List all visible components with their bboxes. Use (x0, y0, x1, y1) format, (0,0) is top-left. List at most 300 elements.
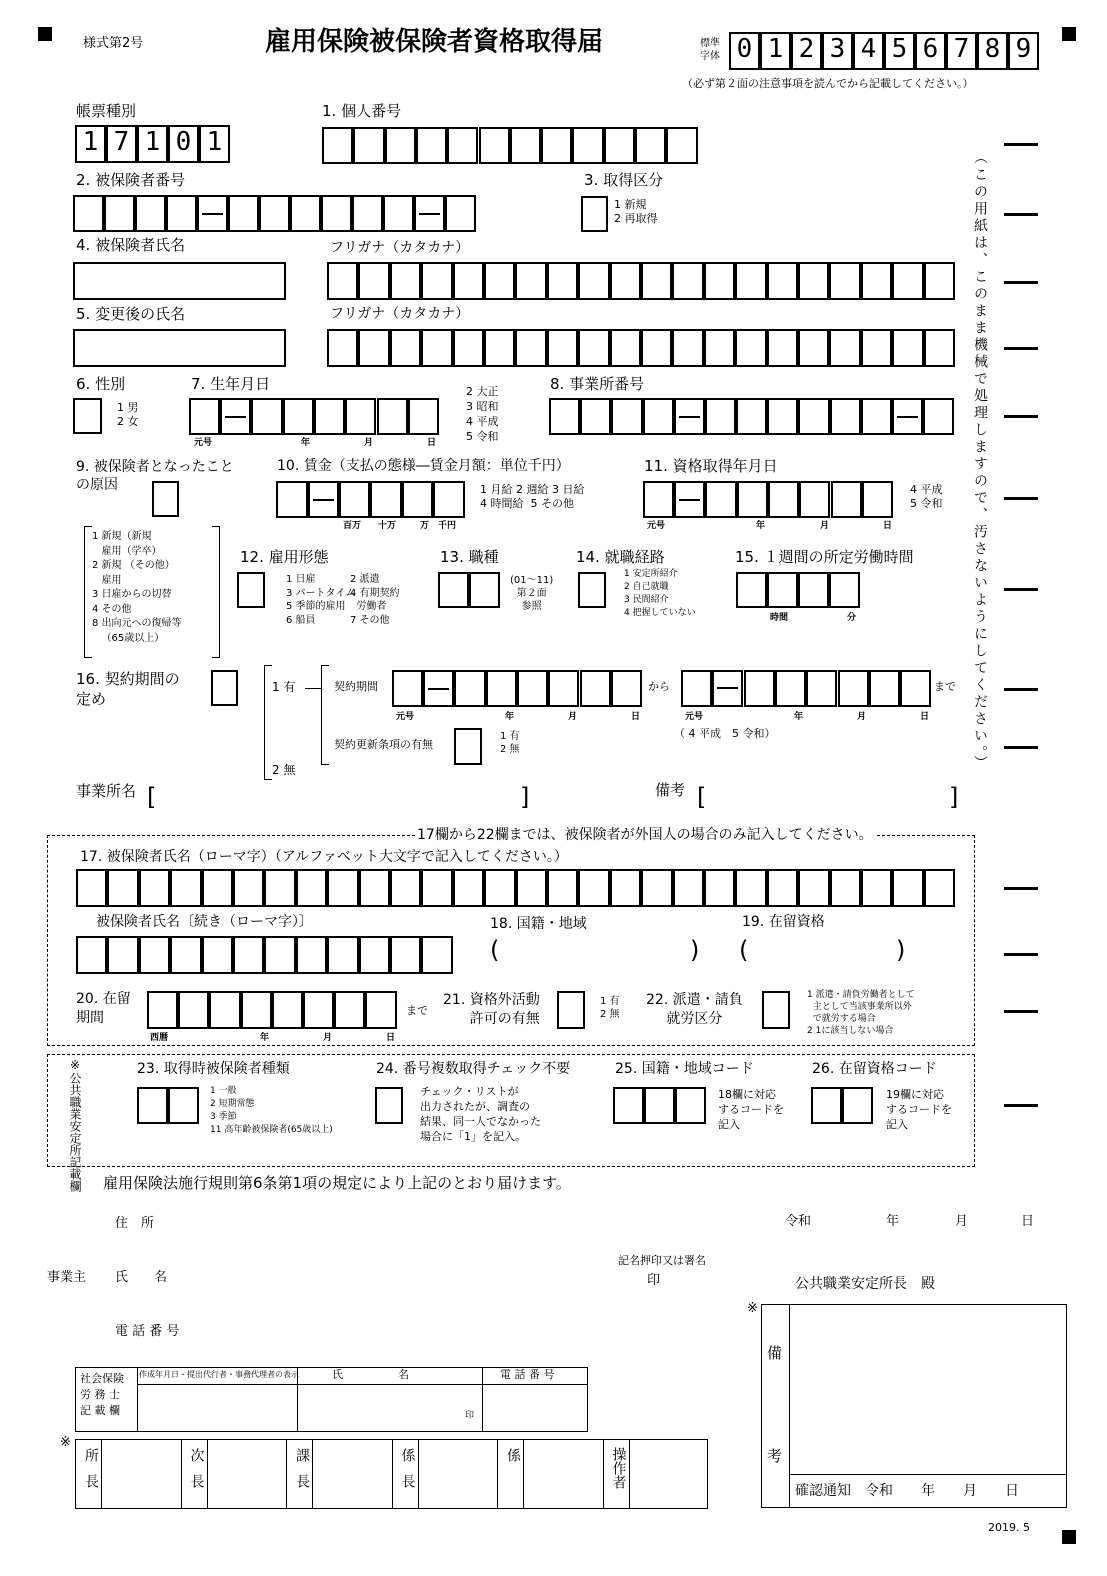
kana-box[interactable] (924, 262, 955, 300)
work-permit-box[interactable] (557, 991, 585, 1029)
digit-box[interactable] (272, 991, 303, 1029)
letter-box[interactable] (735, 869, 766, 907)
digit-box[interactable] (385, 127, 416, 164)
digit-box[interactable] (251, 398, 282, 435)
era-caption: 元号 (194, 438, 213, 448)
digit-box[interactable] (447, 127, 478, 164)
kana-box[interactable] (547, 262, 578, 300)
digit-box[interactable] (675, 1087, 706, 1124)
insured-name-label: 4. 被保険者氏名 (76, 236, 186, 254)
kana-box[interactable] (484, 262, 515, 300)
digit-box[interactable] (228, 195, 259, 232)
standard-digit: 0 (729, 32, 760, 70)
digit-box[interactable] (178, 991, 209, 1029)
letter-box[interactable] (107, 869, 138, 907)
digit-box[interactable] (775, 670, 806, 707)
dash (428, 688, 449, 690)
kana-box[interactable] (892, 329, 923, 367)
digit-box[interactable] (611, 398, 642, 435)
standard-digit: 5 (884, 32, 915, 70)
digit-box[interactable] (604, 127, 635, 164)
nationality-code-note: 18欄に対応 するコードを 記入 (718, 1088, 784, 1131)
letter-box[interactable] (641, 869, 672, 907)
standard-digit: 1 (760, 32, 791, 70)
digit-box[interactable] (290, 195, 321, 232)
divider (523, 1439, 524, 1509)
digit-box[interactable] (73, 195, 104, 232)
unit-caption: 西暦 (150, 1033, 169, 1043)
letter-box[interactable] (296, 936, 327, 974)
acq-type-box-2[interactable] (168, 1087, 199, 1124)
kana-box[interactable] (641, 262, 672, 300)
sex-label: 6. 性別 (76, 375, 126, 393)
dash (679, 416, 700, 418)
changed-name-label: 5. 変更後の氏名 (76, 305, 186, 323)
letter-box[interactable] (673, 869, 704, 907)
digit-box[interactable] (767, 572, 798, 608)
office-remarks-box (761, 1304, 1067, 1508)
divider (629, 1439, 630, 1509)
standard-digit: 6 (915, 32, 946, 70)
digit-box[interactable] (147, 991, 178, 1029)
seal-note: 記名押印又は署名 (618, 1254, 706, 1267)
timing-mark (1004, 953, 1038, 956)
digit-box[interactable] (635, 127, 666, 164)
digit-box[interactable] (611, 670, 642, 707)
kana-box[interactable] (767, 262, 798, 300)
wage-label: 10. 賃金（支払の態様―賃金月額：単位千円） (277, 458, 570, 474)
acq-type-box-1[interactable] (137, 1087, 168, 1124)
letter-box[interactable] (327, 936, 358, 974)
letter-box[interactable] (861, 869, 892, 907)
reason-box[interactable] (152, 481, 179, 517)
dash (202, 213, 223, 215)
letter-box[interactable] (892, 869, 923, 907)
digit-box[interactable] (321, 195, 352, 232)
letter-box[interactable] (484, 869, 515, 907)
kana-box[interactable] (610, 329, 641, 367)
office-number-label: 8. 事業所番号 (550, 375, 645, 393)
divider (789, 1474, 1067, 1475)
letter-box[interactable] (264, 869, 295, 907)
kana-box[interactable] (924, 329, 955, 367)
renewal-box[interactable] (454, 728, 482, 765)
letter-box[interactable] (170, 869, 201, 907)
digit-box[interactable] (352, 195, 383, 232)
letter-box[interactable] (704, 869, 735, 907)
era-caption: 元号 (647, 521, 666, 531)
digit-box[interactable] (365, 991, 396, 1029)
kana-box[interactable] (578, 329, 609, 367)
acquisition-type-box[interactable] (581, 196, 608, 232)
era-options: 2 大正 3 昭和 4 平成 5 令和 (466, 385, 499, 443)
letter-box[interactable] (264, 936, 295, 974)
letter-box[interactable] (390, 869, 421, 907)
letter-box[interactable] (202, 869, 233, 907)
kana-box[interactable] (421, 329, 452, 367)
day-caption: 日 (920, 712, 930, 722)
digit-box[interactable] (479, 127, 510, 164)
digit-box[interactable] (829, 572, 860, 608)
kana-box[interactable] (861, 329, 892, 367)
digit-box[interactable] (276, 481, 308, 518)
day-caption: 日 (883, 521, 893, 531)
month-caption: 月 (364, 438, 374, 448)
timing-mark (1004, 1104, 1038, 1107)
digit-box[interactable] (811, 1087, 842, 1124)
digit-box[interactable] (838, 670, 869, 707)
kana-box[interactable] (547, 329, 578, 367)
digit-box[interactable] (241, 991, 272, 1029)
kana-box[interactable] (861, 262, 892, 300)
digit-box[interactable] (353, 127, 384, 164)
office-use-label: ※公共職業安定所記載欄 (68, 1058, 82, 1192)
form-type-digit: 0 (168, 125, 199, 163)
until-text: まで (934, 680, 956, 693)
kana-box[interactable] (735, 329, 766, 367)
letter-box[interactable] (359, 936, 390, 974)
kana-box[interactable] (515, 329, 546, 367)
digit-box[interactable] (370, 481, 402, 518)
timing-mark (1004, 213, 1038, 216)
kana-box[interactable] (390, 262, 421, 300)
reason-options: 1 新規（新規 雇用（学卒） 2 新規 （その他） 雇用 3 日雇からの切替 4 その他 8 出向元への復帰等 （65歳以上） (92, 531, 182, 644)
bracket: [ (147, 783, 157, 811)
address-label: 住 所 (115, 1216, 155, 1231)
form-type-digit: 1 (137, 125, 168, 163)
letter-box[interactable] (421, 936, 452, 974)
digit-box[interactable] (322, 127, 353, 164)
kana-box[interactable] (358, 262, 389, 300)
declaration-text: 雇用保険法施行規則第6条第1項の規定により上記のとおり届けます。 (103, 1174, 571, 1192)
timing-mark (1004, 347, 1038, 350)
stamp-label: 所長 (83, 1448, 99, 1500)
digit-box[interactable] (737, 481, 768, 518)
digit-box[interactable] (666, 127, 697, 164)
digit-box[interactable] (643, 481, 674, 518)
bracket: ) (896, 936, 906, 964)
divider (789, 1304, 790, 1508)
letter-box[interactable] (76, 869, 107, 907)
form-title: 雇用保険被保険者資格取得届 (265, 27, 604, 57)
stamp-label: 係 (505, 1448, 521, 1474)
letter-box[interactable] (107, 936, 138, 974)
digit-box[interactable] (548, 670, 579, 707)
digit-box[interactable] (869, 670, 900, 707)
digit-box[interactable] (923, 398, 954, 435)
digit-box[interactable] (454, 670, 485, 707)
wage-type-options: 1 月給 2 週給 3 日給 4 時間給 5 その他 (480, 483, 585, 511)
bracket: ) (690, 936, 700, 964)
col-header: 電 話 番 号 (500, 1368, 555, 1381)
kana-box[interactable] (578, 262, 609, 300)
side-note: （この用紙は、このまま機械で処理しますので、汚さないようにしてください。） (972, 150, 988, 772)
unit-caption: 百万 (343, 521, 362, 531)
digit-box[interactable] (392, 670, 423, 707)
letter-box[interactable] (76, 936, 107, 974)
digit-box[interactable] (681, 670, 712, 707)
bracket: ] (949, 783, 959, 811)
digit-box[interactable] (862, 481, 893, 518)
digit-box[interactable] (339, 481, 371, 518)
roman-name-cont-label: 被保険者氏名〔続き（ローマ字）〕 (96, 914, 313, 930)
kana-box[interactable] (829, 329, 860, 367)
digit-box[interactable] (798, 572, 829, 608)
dash (225, 416, 246, 418)
digit-box[interactable] (549, 398, 580, 435)
notice-text: （必ず第２面の注意事項を読んでから記載してください。） (682, 77, 974, 90)
digit-box[interactable] (580, 670, 611, 707)
unit-caption: 年 (260, 1033, 270, 1043)
asterisk: ※ (747, 1301, 758, 1316)
divider (286, 1439, 287, 1509)
letter-box[interactable] (390, 936, 421, 974)
timing-mark (1004, 143, 1038, 146)
kana-box[interactable] (484, 329, 515, 367)
digit-box[interactable] (510, 127, 541, 164)
standard-digit: 3 (822, 32, 853, 70)
digit-box[interactable] (767, 398, 798, 435)
year-caption: 年 (794, 712, 804, 722)
period-label: 契約期間 (334, 680, 378, 693)
digit-box[interactable] (166, 195, 197, 232)
job-route-box[interactable] (578, 572, 606, 608)
stamp-label: 操作者 (610, 1447, 627, 1489)
dash (717, 687, 738, 689)
digit-box[interactable] (744, 670, 775, 707)
divider (392, 1439, 393, 1509)
digit-box[interactable] (768, 481, 799, 518)
bracket (84, 526, 92, 658)
sex-box[interactable] (73, 398, 102, 434)
kana-box[interactable] (327, 262, 358, 300)
digit-box[interactable] (736, 572, 767, 608)
kana-box[interactable] (672, 329, 703, 367)
kana-box[interactable] (453, 262, 484, 300)
letter-box[interactable] (359, 869, 390, 907)
divider (181, 1439, 182, 1509)
weekly-hours-label: 15. １週間の所定労働時間 (735, 548, 914, 566)
digit-box[interactable] (209, 991, 240, 1029)
dash (897, 416, 918, 418)
kana-box[interactable] (515, 262, 546, 300)
digit-box[interactable] (104, 195, 135, 232)
nationality-code-label: 25. 国籍・地域コード (615, 1061, 754, 1077)
version-text: 2019. 5 (988, 1521, 1030, 1534)
insured-number-label: 2. 被保険者番号 (76, 171, 186, 189)
form-number: 様式第2号 (83, 36, 144, 51)
letter-box[interactable] (516, 869, 547, 907)
occupation-box-1[interactable] (438, 572, 469, 608)
day-caption: 日 (631, 712, 641, 722)
work-permit-label: 21. 資格外活動 許可の有無 (443, 992, 540, 1027)
changed-name-field[interactable] (73, 329, 286, 367)
letter-box[interactable] (547, 869, 578, 907)
date-year: 年 (886, 1214, 900, 1229)
renewal-label: 契約更新条項の有無 (334, 738, 433, 751)
contract-period-label: 16. 契約期間の 定め (76, 670, 180, 709)
bracket (264, 665, 272, 780)
kana-box[interactable] (704, 262, 735, 300)
digit-box[interactable] (736, 398, 767, 435)
from-text: から (648, 680, 670, 693)
digit-box[interactable] (259, 195, 290, 232)
digit-box[interactable] (572, 127, 603, 164)
letter-box[interactable] (924, 869, 955, 907)
letter-box[interactable] (233, 936, 264, 974)
kana-box[interactable] (892, 262, 923, 300)
digit-box[interactable] (334, 991, 365, 1029)
digit-box[interactable] (377, 398, 408, 435)
occupation-label: 13. 職種 (440, 548, 499, 566)
remarks-char: 備 (767, 1344, 783, 1362)
divider (137, 1384, 588, 1385)
digit-box[interactable] (383, 195, 414, 232)
remarks-label: 備考 (655, 781, 686, 799)
employment-type-options-2: 2 派遣 4 有期契約 労働者 7 その他 (350, 574, 400, 626)
dup-check-box[interactable] (375, 1087, 403, 1124)
bracket (321, 665, 329, 765)
kana-box[interactable] (327, 329, 358, 367)
dash (679, 499, 700, 501)
divider (137, 1367, 138, 1432)
era-caption: 元号 (685, 712, 704, 722)
timing-mark (1004, 746, 1038, 749)
digit-box[interactable] (705, 398, 736, 435)
sharoushi-label: 社会保険 労 務 士 記 載 欄 (80, 1372, 124, 1417)
digit-box[interactable] (189, 398, 220, 435)
personal-number-label: 1. 個人番号 (322, 102, 402, 120)
letter-box[interactable] (798, 869, 829, 907)
digit-box[interactable] (705, 481, 736, 518)
insured-name-field[interactable] (73, 262, 286, 300)
kana-box[interactable] (641, 329, 672, 367)
digit-box[interactable] (842, 1087, 873, 1124)
letter-box[interactable] (139, 869, 170, 907)
year-caption: 年 (505, 712, 515, 722)
digit-box[interactable] (643, 398, 674, 435)
letter-box[interactable] (139, 936, 170, 974)
digit-box[interactable] (445, 195, 476, 232)
digit-box[interactable] (806, 670, 837, 707)
digit-box[interactable] (135, 195, 166, 232)
digit-box[interactable] (580, 398, 611, 435)
acquisition-type-options: 1 新規 2 再取得 (614, 198, 658, 226)
letter-box[interactable] (421, 869, 452, 907)
kana-box[interactable] (453, 329, 484, 367)
kana-box[interactable] (390, 329, 421, 367)
digit-box[interactable] (486, 670, 517, 707)
digit-box[interactable] (798, 398, 829, 435)
registration-mark (1062, 1530, 1076, 1544)
seal-mark: 印 (465, 1411, 475, 1421)
contract-period-box[interactable] (211, 670, 238, 706)
digit-box[interactable] (303, 991, 334, 1029)
acq-type-options: 1 一般 2 短期常態 3 季節 11 高年齢被保険者(65歳以上) (210, 1086, 333, 1136)
letter-box[interactable] (610, 869, 641, 907)
kana-box[interactable] (672, 262, 703, 300)
digit-box[interactable] (644, 1087, 675, 1124)
digit-box[interactable] (541, 127, 572, 164)
digit-box[interactable] (345, 398, 376, 435)
occupation-box-2[interactable] (469, 572, 500, 608)
kana-box[interactable] (610, 262, 641, 300)
digit-box[interactable] (408, 398, 439, 435)
divider (497, 1439, 498, 1509)
digit-box[interactable] (402, 481, 434, 518)
minutes-caption: 分 (847, 613, 857, 623)
dispatch-box[interactable] (762, 991, 790, 1029)
digit-box[interactable] (831, 481, 862, 518)
kana-box[interactable] (767, 329, 798, 367)
divider (207, 1439, 208, 1509)
kana-box[interactable] (798, 329, 829, 367)
unit-caption: 十万 (378, 521, 397, 531)
standard-digit: 9 (1008, 32, 1039, 70)
employment-type-box[interactable] (237, 572, 265, 608)
digit-box[interactable] (433, 481, 465, 518)
digit-box[interactable] (517, 670, 548, 707)
work-permit-options: 1 有 2 無 (600, 996, 620, 1020)
renewal-options: 1 有 2 無 (500, 731, 520, 755)
form-type-digit: 7 (106, 125, 137, 163)
stamp-label: 次長 (188, 1448, 205, 1500)
col-header: 氏 名 (332, 1368, 409, 1381)
dispatch-label: 22. 派遣・請負 就労区分 (646, 992, 743, 1027)
digit-box[interactable] (900, 670, 931, 707)
kana-box[interactable] (829, 262, 860, 300)
connector (305, 688, 321, 689)
digit-box[interactable] (416, 127, 447, 164)
roman-name-label: 17. 被保険者氏名（ローマ字）（アルファベット大文字で記入してください。） (80, 849, 568, 865)
contract-no: 2 無 (272, 763, 296, 777)
letter-box[interactable] (830, 869, 861, 907)
letter-box[interactable] (202, 936, 233, 974)
month-caption: 月 (568, 712, 578, 722)
letter-box[interactable] (767, 869, 798, 907)
kana-box[interactable] (421, 262, 452, 300)
letter-box[interactable] (233, 869, 264, 907)
kana-box[interactable] (798, 262, 829, 300)
letter-box[interactable] (170, 936, 201, 974)
sex-options: 1 男 2 女 (117, 401, 139, 429)
letter-box[interactable] (578, 869, 609, 907)
status-code-label: 26. 在留資格コード (812, 1061, 937, 1077)
digit-box[interactable] (314, 398, 345, 435)
kana-box[interactable] (358, 329, 389, 367)
day-caption: 日 (427, 438, 437, 448)
kana-box[interactable] (704, 329, 735, 367)
digit-box[interactable] (799, 481, 830, 518)
bracket: [ (697, 783, 707, 811)
letter-box[interactable] (327, 869, 358, 907)
foreign-section-title: 17欄から22欄までは、被保険者が外国人の場合のみ記入してください。 (417, 827, 873, 843)
confirmation-notice: 確認通知 令和 年 月 日 (795, 1483, 1019, 1499)
nationality-label: 18. 国籍・地域 (490, 916, 587, 932)
bracket: ] (520, 783, 530, 811)
digit-box[interactable] (861, 398, 892, 435)
kana-box[interactable] (735, 262, 766, 300)
letter-box[interactable] (453, 869, 484, 907)
digit-box[interactable] (830, 398, 861, 435)
letter-box[interactable] (296, 869, 327, 907)
remarks-char: 考 (767, 1447, 783, 1465)
digit-box[interactable] (613, 1087, 644, 1124)
job-route-label: 14. 就職経路 (576, 548, 665, 566)
stay-period-label: 20. 在留 期間 (76, 991, 131, 1026)
date-day: 日 (1021, 1214, 1035, 1229)
digit-box[interactable] (283, 398, 314, 435)
